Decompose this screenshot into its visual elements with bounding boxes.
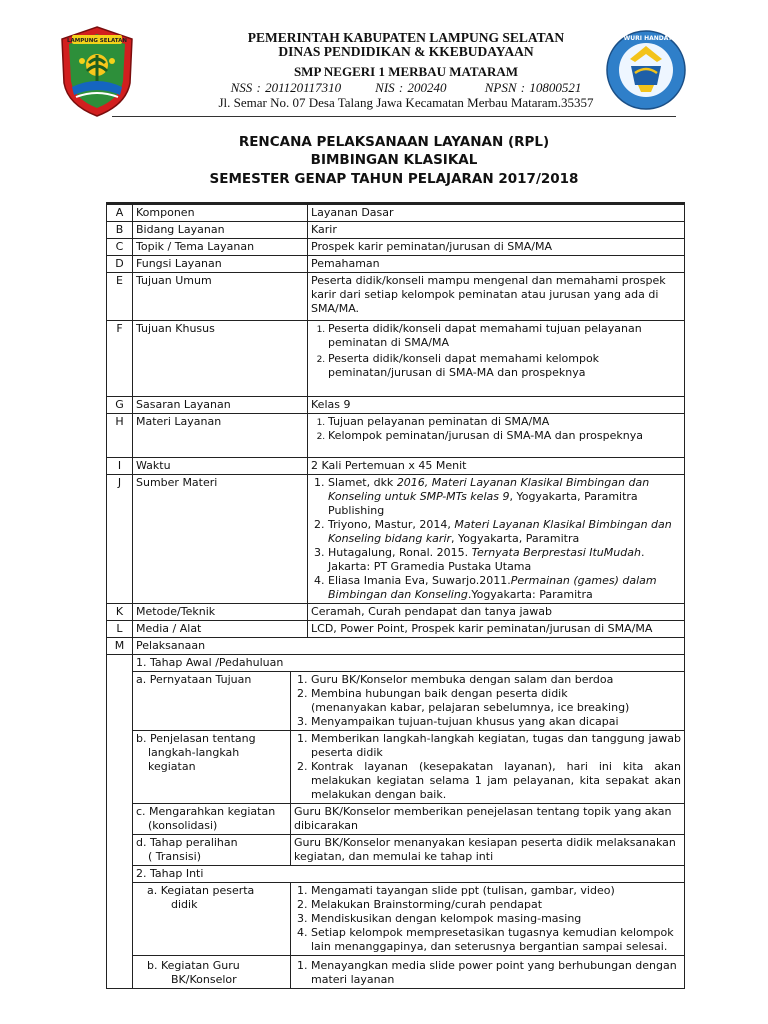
step-label: a. Pernyataan Tujuan bbox=[133, 672, 291, 731]
table-row bbox=[107, 458, 685, 475]
row-label: Bidang Layanan bbox=[133, 222, 308, 239]
table-row bbox=[107, 397, 685, 414]
rpl-table bbox=[106, 202, 685, 989]
list-item: 1. Slamet, dkk 2016, Materi Layanan Klasikal Bimbingan dan Konseling untuk SMP-MTs kelas 9, Yogyakarta, Paramitra Publishing bbox=[328, 476, 681, 518]
step-value bbox=[291, 883, 685, 956]
list-item: 4. Eliasa Imania Eva, Suwarjo.2011.Permainan (games) dalam Bimbingan dan Konseling.Yogyakarta: Paramitra bbox=[328, 574, 681, 602]
step-value: Guru BK/Konselor memberikan penejelasan tentang topik yang akan dibicarakan bbox=[291, 804, 685, 835]
list-item: 3. Hutagalung, Ronal. 2015. Ternyata Berprestasi ItuMudah. Jakarta: PT Gramedia Pustaka Utama bbox=[328, 546, 681, 574]
row-label: Waktu bbox=[133, 458, 308, 475]
list-item: 2. Melakukan Brainstorming/curah pendapat bbox=[311, 898, 681, 912]
svg-text:TUT WURI HANDAYANI: TUT WURI HANDAYANI bbox=[608, 35, 684, 42]
row-code: E bbox=[107, 273, 133, 321]
row-value: Prospek karir peminatan/jurusan di SMA/MA bbox=[308, 239, 685, 256]
table-row bbox=[107, 866, 685, 883]
doc-semester: SEMESTER GENAP TAHUN PELAJARAN 2017/2018 bbox=[209, 171, 579, 187]
table-row bbox=[107, 222, 685, 239]
row-value: Peserta didik/konseli mampu mengenal dan memahami prospek karir dari setiap kelompok peminatan atau jurusan yang ada di SMA/MA. bbox=[308, 273, 685, 321]
row-label: Sumber Materi bbox=[133, 475, 308, 604]
table-row bbox=[107, 239, 685, 256]
row-label: Komponen bbox=[133, 204, 308, 222]
list-item: 1. Peserta didik/konseli dapat memahami tujuan pelayanan peminatan di SMA/MA bbox=[328, 322, 681, 350]
stage-heading: 1. Tahap Awal /Pedahuluan bbox=[133, 655, 685, 672]
svg-text:LAMPUNG SELATAN: LAMPUNG SELATAN bbox=[66, 38, 128, 44]
row-label: Materi Layanan bbox=[133, 414, 308, 458]
row-code: M bbox=[107, 638, 133, 655]
row-code: C bbox=[107, 239, 133, 256]
table-row bbox=[107, 804, 685, 835]
row-code: B bbox=[107, 222, 133, 239]
step-value bbox=[291, 956, 685, 989]
header-department: DINAS PENDIDIKAN & KKEBUDAYAAN bbox=[278, 44, 534, 59]
table-row bbox=[107, 655, 685, 672]
table-row bbox=[107, 321, 685, 397]
row-value: Layanan Dasar bbox=[308, 204, 685, 222]
header-codes: NSS : 201120117310 NIS : 200240 NPSN : 10800521 bbox=[230, 80, 582, 95]
step-value: Guru BK/Konselor menanyakan kesiapan peserta didik melaksanakan kegiatan, dan memulai ke tahap inti bbox=[291, 835, 685, 866]
row-value bbox=[308, 414, 685, 458]
step-value bbox=[291, 731, 685, 804]
row-label: Topik / Tema Layanan bbox=[133, 239, 308, 256]
row-code: K bbox=[107, 604, 133, 621]
table-row bbox=[107, 956, 685, 989]
row-code: L bbox=[107, 621, 133, 638]
row-value: Ceramah, Curah pendapat dan tanya jawab bbox=[308, 604, 685, 621]
row-value bbox=[308, 475, 685, 604]
list-item: 4. Setiap kelompok mempresetasikan tugasnya kemudian kelompok lain menanggapinya, dan seterusnya bergantian sampai selesai. bbox=[311, 926, 681, 954]
row-value: 2 Kali Pertemuan x 45 Menit bbox=[308, 458, 685, 475]
list-item: 1. Mengamati tayangan slide ppt (tulisan, gambar, video) bbox=[311, 884, 681, 898]
table-row bbox=[107, 621, 685, 638]
row-label: Sasaran Layanan bbox=[133, 397, 308, 414]
row-value: Karir bbox=[308, 222, 685, 239]
row-label: Media / Alat bbox=[133, 621, 308, 638]
row-code: I bbox=[107, 458, 133, 475]
doc-subtitle: BIMBINGAN KLASIKAL bbox=[310, 152, 478, 168]
table-row bbox=[107, 414, 685, 458]
table-row bbox=[107, 204, 685, 222]
list-item: 1. Menayangkan media slide power point yang berhubungan dengan materi layanan bbox=[311, 959, 681, 987]
table-row bbox=[107, 883, 685, 956]
row-code: D bbox=[107, 256, 133, 273]
table-row bbox=[107, 672, 685, 731]
row-value bbox=[308, 321, 685, 397]
table-row bbox=[107, 475, 685, 604]
table-row bbox=[107, 604, 685, 621]
list-item: 2. Triyono, Mastur, 2014, Materi Layanan Klasikal Bimbingan dan Konseling bidang karir, Yogyakarta, Paramitra bbox=[328, 518, 681, 546]
row-value: Kelas 9 bbox=[308, 397, 685, 414]
table-row bbox=[107, 731, 685, 804]
row-code: A bbox=[107, 204, 133, 222]
list-item: 1. Memberikan langkah-langkah kegiatan, tugas dan tanggung jawab peserta didik bbox=[311, 732, 681, 760]
step-label: c. Mengarahkan kegiatan (konsolidasi) bbox=[133, 804, 291, 835]
list-item: 2. Kontrak layanan (kesepakatan layanan), hari ini kita akan melakukan kegiatan selama 1 jam pelayanan, kita sepakat akan melakukan dengan baik. bbox=[311, 760, 681, 802]
table-row bbox=[107, 256, 685, 273]
row-code: G bbox=[107, 397, 133, 414]
list-item: 3. Menyampaikan tujuan-tujuan khusus yang akan dicapai bbox=[311, 715, 681, 729]
list-item: 2. Kelompok peminatan/jurusan di SMA-MA dan prospeknya bbox=[328, 429, 681, 443]
list-item: 2. Membina hubungan baik dengan peserta didik (menanyakan kabar, pelajaran sebelumnya, ice breaking) bbox=[311, 687, 681, 715]
row-label: Tujuan Umum bbox=[133, 273, 308, 321]
stage-heading: 2. Tahap Inti bbox=[133, 866, 685, 883]
row-label: Fungsi Layanan bbox=[133, 256, 308, 273]
row-label: Metode/Teknik bbox=[133, 604, 308, 621]
step-label: b. Kegiatan Guru BK/Konselor bbox=[133, 956, 291, 989]
list-item: 2. Peserta didik/konseli dapat memahami kelompok peminatan/jurusan di SMA-MA dan prospeknya bbox=[328, 352, 681, 380]
header-government: PEMERINTAH KABUPATEN LAMPUNG SELATAN bbox=[247, 30, 565, 45]
doc-title: RENCANA PELAKSANAAN LAYANAN (RPL) bbox=[238, 134, 550, 150]
list-item: 1. Guru BK/Konselor membuka dengan salam dan berdoa bbox=[311, 673, 681, 687]
header-school: SMP NEGERI 1 MERBAU MATARAM bbox=[293, 64, 519, 79]
row-value: LCD, Power Point, Prospek karir peminatan/jurusan di SMA/MA bbox=[308, 621, 685, 638]
row-label: Tujuan Khusus bbox=[133, 321, 308, 397]
row-code: H bbox=[107, 414, 133, 458]
row-value: Pemahaman bbox=[308, 256, 685, 273]
step-label: d. Tahap peralihan ( Transisi) bbox=[133, 835, 291, 866]
header-divider bbox=[112, 116, 676, 117]
row-code: F bbox=[107, 321, 133, 397]
list-item: 3. Mendiskusikan dengan kelompok masing-masing bbox=[311, 912, 681, 926]
table-row bbox=[107, 638, 685, 655]
header-address: Jl. Semar No. 07 Desa Talang Jawa Kecamatan Merbau Mataram.35357 bbox=[218, 95, 594, 110]
step-label: a. Kegiatan peserta didik bbox=[133, 883, 291, 956]
row-label: Pelaksanaan bbox=[133, 638, 685, 655]
row-code: J bbox=[107, 475, 133, 604]
list-item: 1. Tujuan pelayanan peminatan di SMA/MA bbox=[328, 415, 681, 429]
table-row bbox=[107, 273, 685, 321]
step-value bbox=[291, 672, 685, 731]
step-label: b. Penjelasan tentang langkah-langkah kegiatan bbox=[133, 731, 291, 804]
table-row bbox=[107, 835, 685, 866]
